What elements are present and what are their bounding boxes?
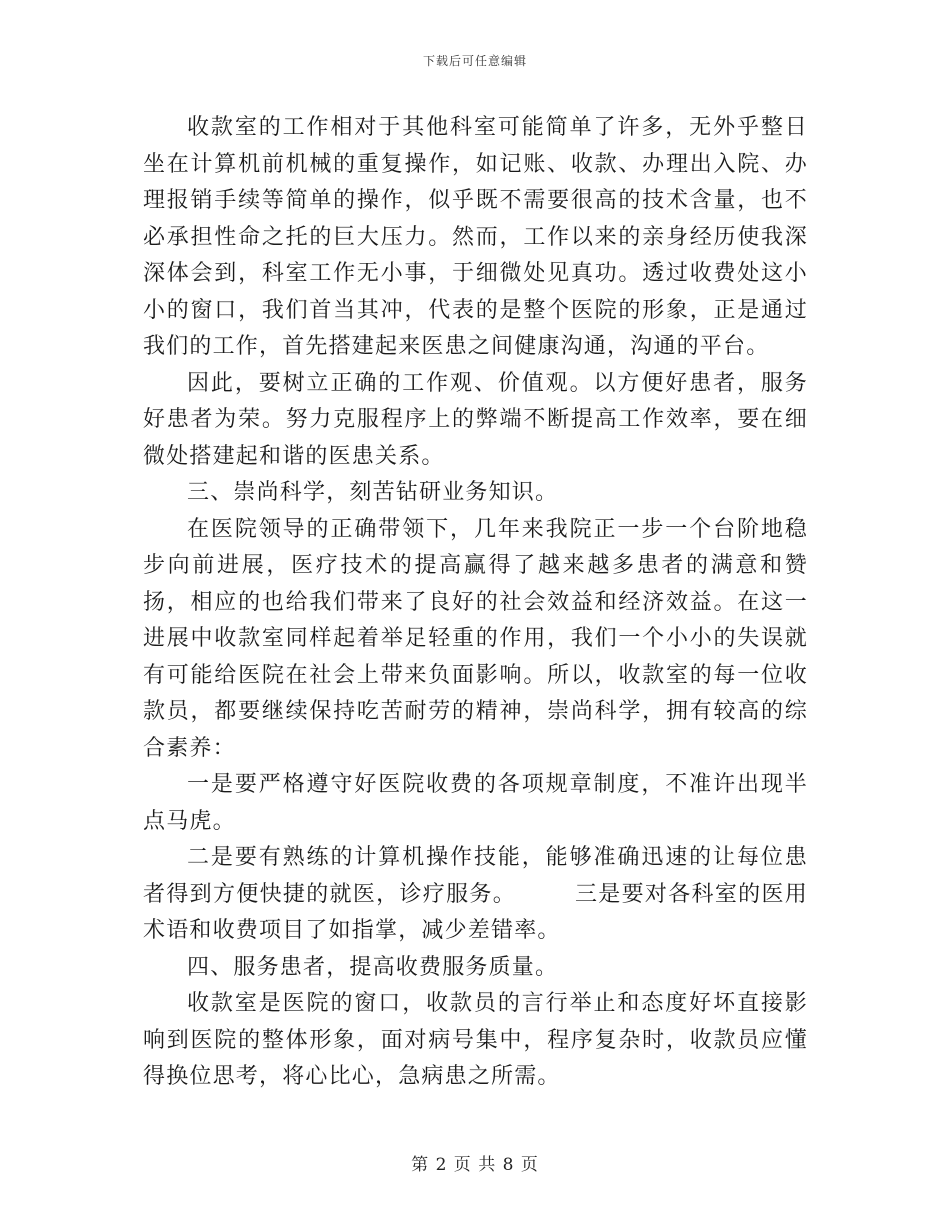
- section-heading: 四、服务患者，提高收费服务质量。: [187, 954, 559, 980]
- page-number: 第 2 页 共 8 页: [411, 1155, 539, 1175]
- paragraph: 收款室的工作相对于其他科室可能简单了许多，无外乎整日坐在计算机前机械的重复操作，如记账、收款、办理出入院、办理报销手续等简单的操作，似乎既不需要很高的技术含量，也不必承担性命之托的巨大压力。然而，工作以来的亲身经历使我深深体会到，科室工作无小事，于细微处见真功。透过收费处这小小的窗口，我们首当其冲，代表的是整个医院的形象，正是通过我们的工作，首先搭建起来医患之间健康沟通，沟通的平台。: [143, 115, 808, 359]
- paragraph: 二是要有熟练的计算机操作技能，能够准确迅速的让每位患者得到方便快捷的就医，诊疗服务。 三是要对各科室的医用术语和收费项目了如指掌，减少差错率。: [143, 845, 808, 943]
- page-header: 下载后可任意编辑: [422, 54, 527, 68]
- section-heading: 三、崇尚科学，刻苦钻研业务知识。: [187, 480, 559, 505]
- paragraph: 因此，要树立正确的工作观、价值观。以方便好患者，服务好患者为荣。努力克服程序上的弊端不断提高工作效率，要在细微处搭建起和谐的医患关系。: [143, 370, 808, 469]
- document-body: [143, 110, 808, 1096]
- paragraph: 一是要严格遵守好医院收费的各项规章制度，不准许出现半点马虎。: [143, 772, 808, 834]
- paragraph: 收款室是医院的窗口，收款员的言行举止和态度好坏直接影响到医院的整体形象，面对病号集中，程序复杂时，收款员应懂得换位思考，将心比心，急病患之所需。: [143, 991, 808, 1089]
- paragraph: 在医院领导的正确带领下，几年来我院正一步一个台阶地稳步向前进展，医疗技术的提高赢得了越来越多患者的满意和赞扬，相应的也给我们带来了良好的社会效益和经济效益。在这一进展中收款室同样起着举足轻重的作用，我们一个小小的失误就有可能给医院在社会上带来负面影响。所以，收款室的每一位收款员，都要继续保持吃苦耐劳的精神，崇尚科学，拥有较高的综合素养：: [143, 516, 808, 761]
- page-footer: [0, 1150, 950, 1175]
